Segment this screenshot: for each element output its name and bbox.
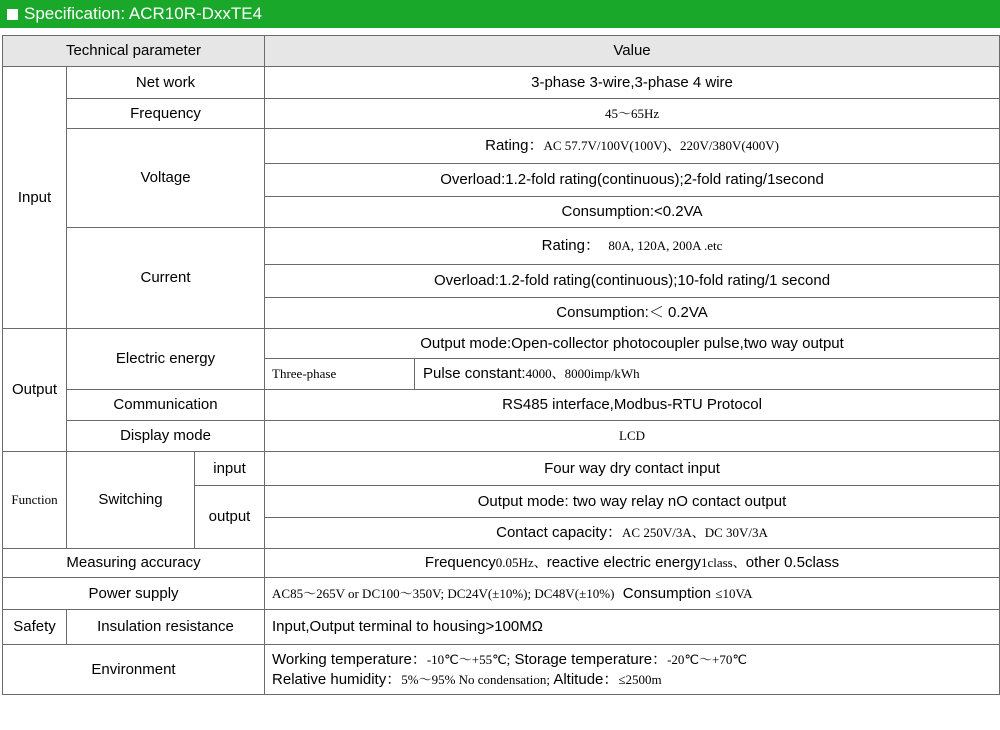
switching-input-value: Four way dry contact input [265,452,1000,486]
environment-value [265,645,1000,695]
pulse-constant-label: Pulse constant: [423,365,526,382]
safety-label: Safety [3,610,67,645]
function-group-label: Function [3,452,67,549]
output-group-label: Output [3,329,67,452]
environment-line-1 [272,650,999,670]
pulse-constant [415,359,1000,390]
contact-capacity-value: AC 250V/3A、DC 30V/3A [622,525,768,540]
current-rating [265,228,1000,265]
storage-temp-label: Storage temperature： [514,650,668,668]
altitude-label: Altitude： [553,670,619,688]
accuracy-label: Measuring accuracy [3,549,265,578]
switching-input-label: input [195,452,265,486]
voltage-rating [265,129,1000,164]
communication-label: Communication [67,390,265,421]
table-row [3,228,1000,265]
current-rating-label: Rating： [541,237,600,254]
accuracy-p2: 0.05Hz、 [495,555,547,570]
col-header-value: Value [265,36,1000,67]
power-consumption-value: ≤10VA [715,585,753,601]
storage-temp-value: -20℃～+70℃ [667,651,747,667]
spec-title: Specification: ACR10R-DxxTE4 [24,4,263,23]
voltage-consumption: Consumption:<0.2VA [265,197,1000,228]
table-row [3,329,1000,359]
environment-label: Environment [3,645,265,695]
contact-capacity-label: Contact capacity： [496,524,623,541]
current-consumption: Consumption:＜ 0.2VA [265,298,1000,329]
power-supply-range: AC85～265V or DC100～350V; DC24V(±10%); DC48V(±10%) [272,585,615,601]
switching-label: Switching [67,452,195,549]
frequency-value: 45～65Hz [265,99,1000,129]
humidity-label: Relative humidity： [272,670,402,688]
pulse-constant-value: 4000、8000imp/kWh [525,366,640,381]
current-rating-value: 80A, 120A, 200A .etc [608,238,723,253]
electric-energy-label: Electric energy [67,329,265,390]
power-consumption-label: Consumption [622,584,712,602]
accuracy-p1: Frequency [424,554,496,571]
table-row [3,67,1000,99]
contact-capacity [265,518,1000,549]
spec-table [2,35,1000,695]
display-mode-value: LCD [265,421,1000,452]
altitude-value: ≤2500m [618,671,662,687]
table-row [3,390,1000,421]
input-group-label: Input [3,67,67,329]
voltage-rating-label: Rating： [485,137,544,154]
communication-value: RS485 interface,Modbus-RTU Protocol [265,390,1000,421]
table-row [3,578,1000,610]
accuracy-p3: reactive electric energy [546,554,701,571]
power-supply-value [265,578,1000,610]
voltage-label: Voltage [67,129,265,228]
accuracy-value [265,549,1000,578]
insulation-label: Insulation resistance [67,610,265,645]
table-row [3,421,1000,452]
voltage-overload: Overload:1.2-fold rating(continuous);2-fold rating/1second [265,164,1000,197]
accuracy-p5: other 0.5class [745,554,840,571]
table-row [3,549,1000,578]
table-row [3,645,1000,695]
insulation-value: Input,Output terminal to housing>100MΩ [265,610,1000,645]
work-temp-label: Working temperature： [272,650,427,668]
accuracy-p4: 1class、 [700,555,746,570]
current-overload: Overload:1.2-fold rating(continuous);10-fold rating/1 second [265,265,1000,298]
frequency-label: Frequency [67,99,265,129]
current-label: Current [67,228,265,329]
network-value: 3-phase 3-wire,3-phase 4 wire [265,67,1000,99]
work-temp-value: -10℃～+55℃; [426,651,511,667]
switching-output-label: output [195,486,265,549]
table-row [3,99,1000,129]
square-bullet-icon [7,9,18,20]
electric-energy-phase: Three-phase [265,359,415,390]
spec-header [0,0,1000,28]
humidity-value: 5%～95% No condensation; [401,671,550,687]
table-header-row [3,36,1000,67]
network-label: Net work [67,67,265,99]
power-supply-label: Power supply [3,578,265,610]
electric-energy-mode: Output mode:Open-collector photocoupler pulse,two way output [265,329,1000,359]
environment-line-2 [272,670,999,690]
table-row [3,452,1000,486]
table-row [3,610,1000,645]
voltage-rating-value: AC 57.7V/100V(100V)、220V/380V(400V) [543,138,779,153]
display-mode-label: Display mode [67,421,265,452]
col-header-param: Technical parameter [3,36,265,67]
table-row [3,129,1000,164]
switching-output-mode: Output mode: two way relay nO contact output [265,486,1000,518]
